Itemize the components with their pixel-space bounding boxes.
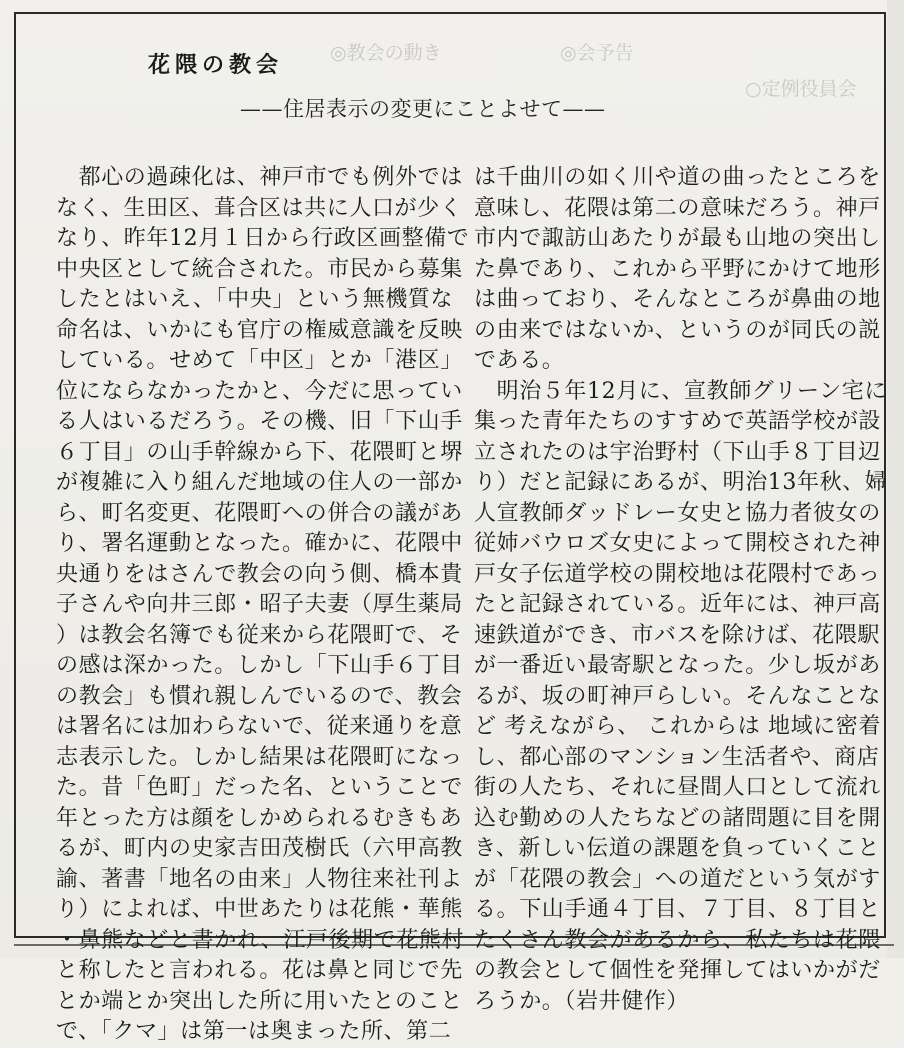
text-line: 意味し、花隈は第二の意味だろう。神戸 — [474, 195, 881, 221]
text-line: 街の人たち、それに昼間人口として流れ — [474, 775, 881, 800]
text-line: が複雑に入り組んだ地域の住人の一部か — [56, 470, 463, 495]
text-line: 人宣教師ダッドレー女史と協力者彼女の — [474, 500, 881, 526]
text-line: る人はいるだろう。その機、旧「下山手 — [56, 409, 463, 434]
text-line: ６丁目」の山手幹線から下、花隈町と堺 — [56, 439, 463, 465]
text-line: が一番近い最寄駅となった。少し坂があ — [474, 653, 881, 678]
show-through-heading-left: ◎教会の動き — [330, 42, 442, 64]
text-line: ）は教会名簿でも従来から花隈町で、そ — [56, 622, 463, 648]
text-line: 込む勤めの人たちなどの諸問題に目を開 — [474, 805, 881, 831]
text-line: 速鉄道ができ、市バスを除けば、花隈駅 — [474, 622, 880, 648]
text-line: ら、町名変更、花隈町への併合の議があ — [56, 500, 463, 526]
text-line: と称したと言われる。花は鼻と同じで先 — [56, 958, 463, 983]
text-line: り）によれば、中世あたりは花熊・華熊 — [56, 897, 463, 922]
text-line: の教会」も慣れ親しんでいるので、教会 — [56, 683, 463, 709]
article-subtitle: ——住居表示の変更にことよせて—— — [240, 97, 606, 121]
text-line: た鼻であり、これから平野にかけて地形 — [474, 256, 881, 282]
text-line: き、新しい伝道の課題を負っていくこと — [474, 836, 880, 861]
text-line: たと記録されている。近年には、神戸高 — [474, 592, 881, 617]
text-line: 明治５年12月に、宣教師グリーン宅に — [474, 378, 887, 404]
text-line: は曲っており、そんなところが鼻曲の地 — [474, 287, 881, 312]
text-line: している。せめて「中区」とか「港区」 — [56, 348, 463, 373]
text-line: し、都心部のマンション生活者や、商店 — [474, 744, 880, 770]
text-line: の感は深かった。しかし「下山手６丁目 — [56, 653, 463, 678]
page-edge-strip — [887, 0, 904, 958]
text-line: 年とった方は顔をしかめられるむきもあ — [56, 805, 463, 831]
text-line: は千曲川の如く川や道の曲ったところを — [474, 165, 881, 190]
show-through-heading-mid: ◎会予告 — [560, 42, 634, 64]
text-line: なく、生田区、葺合区は共に人口が少く — [56, 195, 463, 221]
text-line: 央通りをはさんで教会の向う側、橋本貴 — [56, 561, 463, 587]
text-line: の由来ではないか、というのが同氏の説 — [474, 317, 881, 343]
text-line: で、「クマ」は第一は奥まった所、第二 — [56, 1019, 452, 1044]
text-line: である。 — [474, 348, 565, 373]
text-line: 中央区として統合された。市民から募集 — [56, 256, 463, 282]
text-line: 子さんや向井三郎・昭子夫妻（厚生薬局 — [56, 592, 463, 617]
text-line: るが、町内の史家吉田茂樹氏（六甲高教 — [56, 836, 463, 861]
text-line: 集った青年たちのすすめで英語学校が設 — [474, 409, 882, 434]
text-line: る。下山手通４丁目、７丁目、８丁目と — [474, 897, 881, 922]
text-line: なり、昨年12月１日から行政区画整備で — [56, 226, 470, 251]
text-line: ・鼻熊などと書かれ、江戸後期で花熊村 — [56, 927, 465, 953]
article-column-left — [56, 163, 470, 1048]
text-line: ど 考えながら、 これからは 地域に密着 — [474, 714, 881, 739]
text-line: 位にならなかったかと、今だに思ってい — [56, 378, 463, 404]
text-line: たくさん教会があるから、私たちは花隈 — [474, 927, 881, 953]
text-line: 都心の過疎化は、神戸市でも例外では — [56, 165, 463, 190]
text-line: 命名は、いかにも官庁の権威意識を反映 — [56, 317, 463, 343]
text-line: は署名には加わらないで、従来通りを意 — [56, 714, 463, 739]
article-column-right — [474, 163, 888, 1017]
text-line: 従姉バウロズ女史によって開校された神 — [474, 531, 881, 556]
text-line: 諭、著書「地名の由来」人物往来社刊よ — [56, 866, 463, 892]
show-through-heading-right: ○定例役員会 — [745, 78, 857, 100]
text-line: ろうか。（岩井健作） — [474, 988, 690, 1014]
text-line: 戸女子伝道学校の開校地は花隈村であっ — [474, 561, 881, 587]
text-line: り）だと記録にあるが、明治13年秋、婦 — [474, 470, 888, 495]
text-line: したとはいえ、「中央」という無機質な — [56, 287, 454, 312]
text-line: 志表示した。しかし結果は花隈町になっ — [56, 744, 463, 770]
text-line: るが、坂の町神戸らしい。そんなことな — [474, 683, 881, 709]
article-title: 花隈の教会 — [148, 53, 284, 78]
text-line: た。昔「色町」だった名、ということで — [56, 775, 463, 800]
text-line: の教会として個性を発揮してはいかがだ — [474, 958, 881, 983]
text-line: 立されたのは宇治野村（下山手８丁目辺 — [474, 439, 881, 465]
text-line: が「花隈の教会」への道だという気がす — [474, 866, 881, 892]
text-line: り、署名運動となった。確かに、花隈中 — [56, 531, 463, 556]
text-line: とか端とか突出した所に用いたとのこと — [56, 988, 463, 1014]
text-line: 市内で諏訪山あたりが最も山地の突出し — [474, 226, 881, 251]
